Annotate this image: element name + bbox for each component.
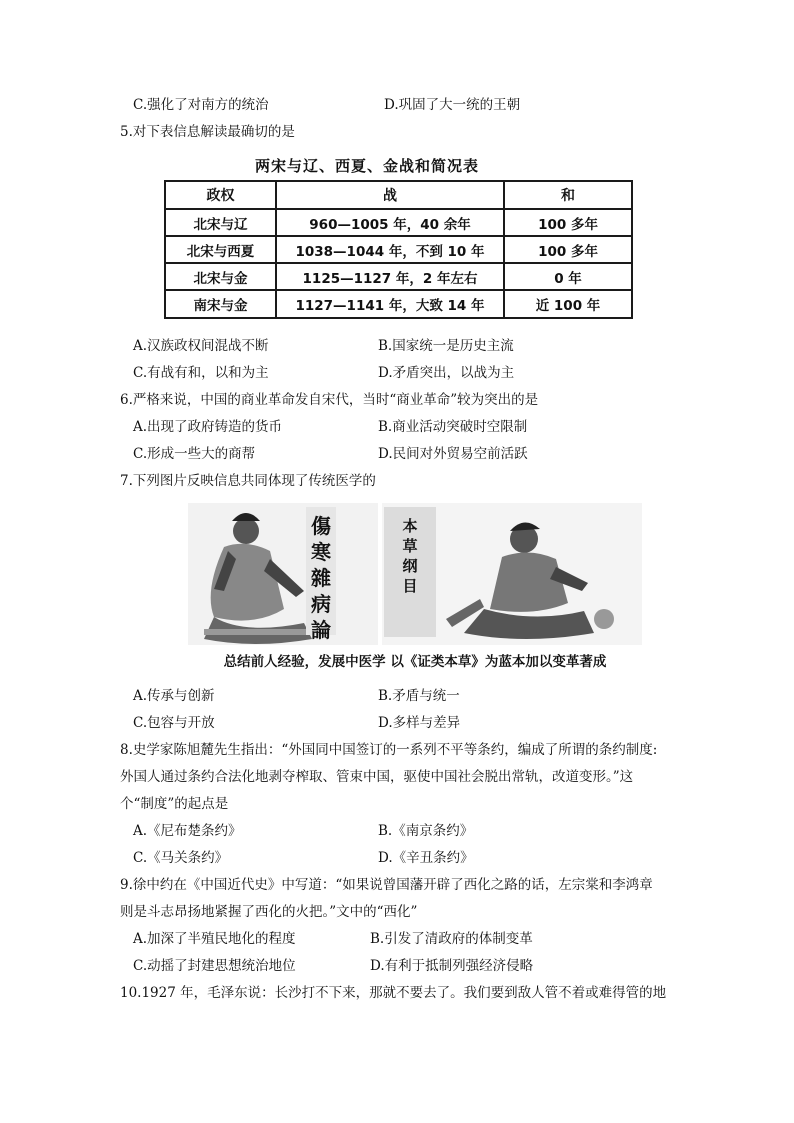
q5-option-d: D.矛盾突出，以战为主 <box>378 365 515 381</box>
q7-figure <box>184 499 646 674</box>
left-book-title-char: 寒 <box>311 540 331 564</box>
q6-option-a: A.出现了政府铸造的货币 <box>133 419 283 435</box>
left-book-title-char: 雜 <box>311 566 331 590</box>
table-header-row <box>165 181 632 209</box>
right-book-title-char: 目 <box>402 577 418 595</box>
table-cell: 1125—1127 年，2 年左右 <box>276 263 504 290</box>
q7-stem: 7.下列图片反映信息共同体现了传统医学的 <box>120 473 376 489</box>
q7-option-b: B.矛盾与统一 <box>378 688 460 704</box>
table-cell: 100 多年 <box>504 209 632 236</box>
table-header-cell: 战 <box>276 181 504 209</box>
table-cell: 0 年 <box>504 263 632 290</box>
q9-option-d: D.有利于抵制列强经济侵略 <box>370 958 534 974</box>
right-book-title-char: 本 <box>402 517 418 535</box>
right-portrait-illustration <box>382 503 642 645</box>
q8-option-b: B.《南京条约》 <box>378 823 474 839</box>
q5-table-title: 两宋与辽、西夏、金战和简况表 <box>254 157 479 175</box>
table-cell: 100 多年 <box>504 236 632 263</box>
q5-option-c: C.有战有和，以和为主 <box>133 365 269 381</box>
table-row <box>165 263 632 290</box>
q8-stem-line3: 个“制度”的起点是 <box>120 796 229 812</box>
right-book-title-char: 草 <box>402 537 418 555</box>
table-header-cell: 和 <box>504 181 632 209</box>
table-row <box>165 209 632 236</box>
q9-stem-line2: 则是斗志昂扬地紧握了西化的火把。”文中的“西化” <box>120 904 418 920</box>
q9-option-c: C.动摇了封建思想统治地位 <box>133 958 296 974</box>
right-book-title-char: 纲 <box>402 557 418 575</box>
q9-option-a: A.加深了半殖民地化的程度 <box>133 931 296 947</box>
left-portrait-illustration <box>188 503 378 645</box>
table-cell: 北宋与金 <box>165 263 276 290</box>
q8-option-a: A.《尼布楚条约》 <box>133 823 242 839</box>
q6-option-c: C.形成一些大的商帮 <box>133 446 256 462</box>
q7-figure-illustration <box>184 499 646 674</box>
table-cell: 1127—1141 年，大致 14 年 <box>276 290 504 318</box>
q6-stem: 6.严格来说，中国的商业革命发自宋代，当时“商业革命”较为突出的是 <box>120 392 539 408</box>
q10-stem-line1: 10.1927 年，毛泽东说：长沙打不下来，那就不要去了。我们要到敌人管不着或难得管的地 <box>120 985 667 1001</box>
q6-option-d: D.民间对外贸易空前活跃 <box>378 446 528 462</box>
table-cell: 北宋与辽 <box>165 209 276 236</box>
table-cell: 北宋与西夏 <box>165 236 276 263</box>
table-cell: 近 100 年 <box>504 290 632 318</box>
q5-option-a: A.汉族政权间混战不断 <box>133 338 269 354</box>
q6-option-b: B.商业活动突破时空限制 <box>378 419 528 435</box>
q7-figure-caption: 总结前人经验，发展中医学 以《证类本草》为蓝本加以变革著成 <box>223 654 607 670</box>
q8-option-d: D.《辛丑条约》 <box>378 850 474 866</box>
table-cell: 1038—1044 年，不到 10 年 <box>276 236 504 263</box>
table-cell: 南宋与金 <box>165 290 276 318</box>
q5-stem: 5.对下表信息解读最确切的是 <box>120 124 295 140</box>
q8-stem-line1: 8.史学家陈旭麓先生指出：“外国同中国签订的一系列不平等条约，编成了所谓的条约制度: <box>120 742 658 758</box>
q9-stem-line1: 9.徐中约在《中国近代史》中写道：“如果说曾国藩开辟了西化之路的话，左宗棠和李鸿章 <box>120 877 653 893</box>
q7-option-a: A.传承与创新 <box>133 688 215 704</box>
left-book-title-char: 傷 <box>311 514 331 538</box>
q8-option-c: C.《马关条约》 <box>133 850 229 866</box>
q5-option-b: B.国家统一是历史主流 <box>378 338 514 354</box>
q8-stem-line2: 外国人通过条约合法化地剥夺榨取、管束中国，驱使中国社会脱出常轨，改道变形。”这 <box>120 769 634 785</box>
q4-option-d: D.巩固了大一统的王朝 <box>384 97 521 113</box>
q7-option-c: C.包容与开放 <box>133 715 215 731</box>
table-cell: 960—1005 年，40 余年 <box>276 209 504 236</box>
table-header-cell: 政权 <box>165 181 276 209</box>
q4-option-c: C.强化了对南方的统治 <box>133 97 269 113</box>
table-row <box>165 290 632 318</box>
q9-option-b: B.引发了清政府的体制变革 <box>370 931 533 947</box>
left-book-title-char: 病 <box>311 592 331 616</box>
left-book-title-char: 論 <box>311 618 331 642</box>
q5-table <box>164 180 633 319</box>
table-row <box>165 236 632 263</box>
q7-option-d: D.多样与差异 <box>378 715 461 731</box>
